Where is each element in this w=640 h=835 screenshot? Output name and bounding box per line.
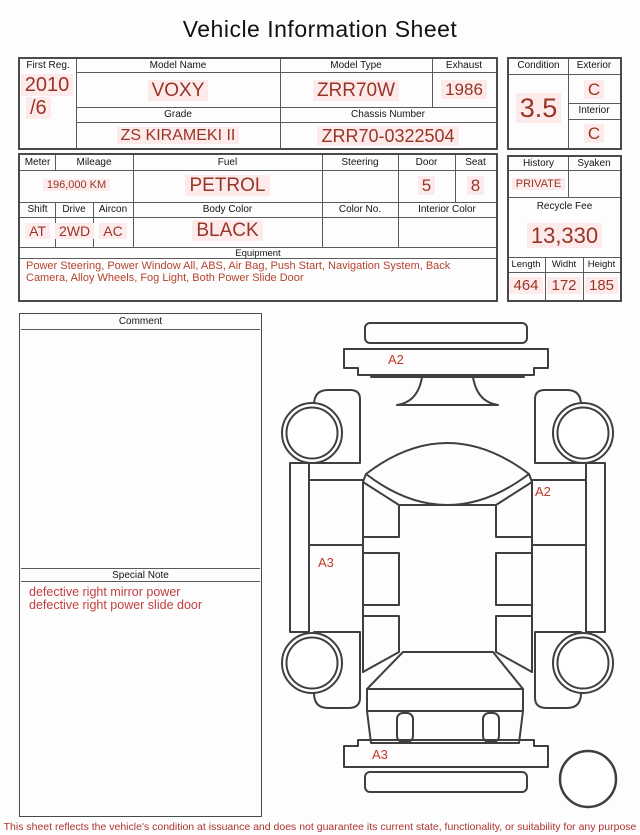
model-name-value: VOXY [76, 80, 280, 102]
body-color-value: BLACK [133, 220, 322, 242]
width-value: 172 [545, 277, 583, 294]
comment-box [19, 313, 262, 817]
windshield-outline [366, 443, 529, 505]
grade-value: ZS KIRAMEKI II [76, 127, 280, 145]
grid-line [509, 170, 620, 171]
grid-line [568, 103, 620, 104]
exhaust-header: Exhaust [445, 60, 483, 71]
exterior-value: C [568, 80, 620, 100]
grid-line [20, 202, 496, 203]
shift-header: Shift [27, 204, 48, 215]
height-header: Height [587, 259, 616, 270]
grid-line [21, 568, 260, 569]
chassis-number-header: Chassis Number [351, 109, 425, 120]
grid-line [20, 170, 496, 171]
grid-line [76, 107, 496, 108]
cowl-line [397, 377, 498, 405]
grid-line [509, 272, 620, 273]
damage-label-right-side: A2 [535, 484, 551, 499]
seat-header: Seat [465, 157, 486, 168]
grade-header: Grade [164, 109, 192, 120]
shift-value: AT [20, 223, 55, 239]
interior-value: C [568, 124, 620, 144]
body-color-header: Body Color [202, 204, 253, 215]
color-no-header: Color No. [338, 204, 382, 215]
first-reg-month-value: /6 [20, 97, 60, 120]
tail-light-right [483, 713, 499, 742]
model-name-header: Model Name [149, 60, 207, 71]
chassis-number-value: ZRR70-0322504 [280, 126, 496, 147]
grid-line [20, 217, 496, 218]
seat-value: 8 [455, 176, 496, 196]
spare-tire [560, 751, 616, 807]
tailgate-band [367, 689, 523, 711]
fuel-value: PETROL [133, 175, 322, 197]
comment-header: Comment [118, 316, 163, 327]
recycle-fee-header: Recycle Fee [536, 201, 593, 212]
syaken-header: Syaken [577, 158, 611, 169]
tail-light-left [397, 713, 413, 742]
drive-header: Drive [62, 204, 86, 215]
grid-line [509, 257, 620, 258]
damage-label-left-side: A3 [318, 555, 334, 570]
page-title: Vehicle Information Sheet [182, 16, 458, 42]
grid-line [21, 329, 260, 330]
car-damage-diagram [272, 315, 632, 820]
meter-header: Meter [24, 157, 51, 168]
equipment-header: Equipment [235, 248, 281, 259]
special-note-header: Special Note [112, 570, 169, 581]
recycle-fee-value: 13,330 [509, 223, 620, 249]
history-header: History [522, 158, 555, 169]
steering-header: Steering [341, 157, 379, 168]
damage-label-front-bumper: A2 [388, 352, 404, 367]
mileage-value: 196,000 KM [20, 179, 133, 191]
height-value: 185 [583, 277, 620, 294]
damage-label-rear-bumper: A3 [372, 747, 388, 762]
front-bumper-outline [344, 349, 548, 375]
disclaimer-text: This sheet reflects the vehicle's condition at issuance and does not guarantee its current state, functionality, or suitability for any purpose [3, 821, 637, 833]
exhaust-value: 1986 [432, 80, 496, 100]
first-reg-header: First Reg. [26, 60, 70, 71]
length-header: Length [511, 259, 541, 270]
equipment-value: Power Steering, Power Window All, ABS, Air Bag, Push Start, Navigation System, Back Camera, Alloy Wheels, Fog Light, Both Power Slide Door [26, 260, 451, 284]
special-note-line: defective right mirror power [29, 585, 181, 599]
grid-line [568, 119, 620, 120]
condition-header: Condition [517, 60, 560, 71]
grid-line [76, 122, 496, 123]
front-top-strip [365, 323, 527, 343]
fuel-header: Fuel [217, 157, 238, 168]
grid-line [21, 581, 260, 582]
grid-line [76, 72, 496, 73]
width-header: Widht [551, 259, 577, 270]
special-note-line: defective right power slide door [29, 598, 203, 612]
grid-line [509, 197, 620, 198]
model-type-header: Model Type [330, 60, 382, 71]
condition-value: 3.5 [509, 93, 568, 124]
interior-header: Interior [578, 105, 610, 116]
grid-line [509, 74, 620, 75]
exterior-header: Exterior [576, 60, 612, 71]
length-value: 464 [507, 277, 545, 294]
aircon-value: AC [93, 223, 133, 239]
history-value: PRIVATE [509, 178, 568, 190]
mileage-header: Mileage [76, 157, 112, 168]
door-header: Door [415, 157, 438, 168]
door-value: 5 [398, 176, 455, 196]
first-reg-year-value: 2010 [18, 74, 76, 97]
model-type-value: ZRR70W [280, 80, 432, 102]
drive-value: 2WD [55, 223, 93, 239]
interior-color-header: Interior Color [418, 204, 476, 215]
rear-bottom-strip [365, 772, 527, 792]
aircon-header: Aircon [98, 204, 128, 215]
